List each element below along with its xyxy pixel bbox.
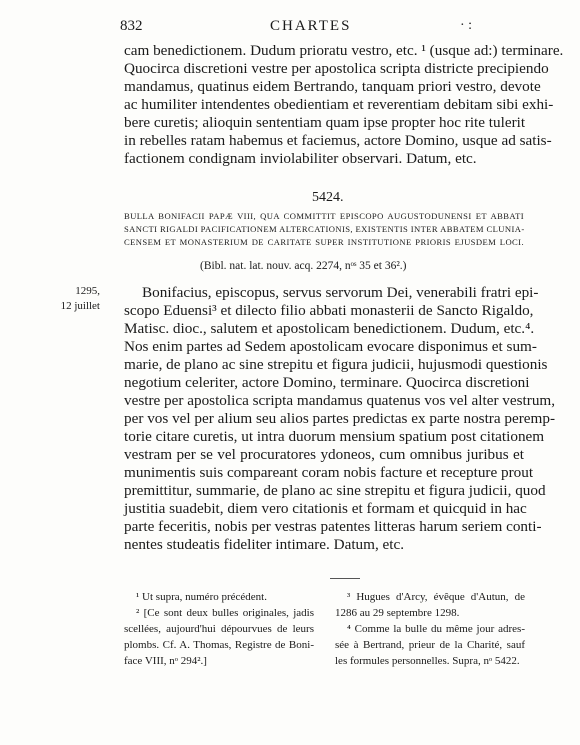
text-line: factionem condignam inviolabiliter observari. Datum, etc. (124, 150, 477, 167)
text-line: marie, de plano ac sine strepitu et figura judicii, hujusmodi questionis (124, 356, 548, 373)
footnote-rule (330, 578, 360, 579)
text-line: negotium celeriter, actore Domino, terminare. Quocirca discretioni (124, 374, 530, 391)
text-line: nentes studeatis fideliter intimare. Datum, etc. (124, 536, 405, 553)
footnote-line: sée à Bertrand, prieur de la Charité, sauf (335, 639, 525, 651)
text-line: munimentis suis compareant coram nobis facture et recepture prout (124, 464, 534, 481)
summary-line: BULLA BONIFACII PAPÆ VIII, QUA COMMITTIT EPISCOPO AUGUSTODUNENSI ET ABBATI (124, 211, 524, 221)
text-line: vestre per apostolica scripta mandamus quatenus vos vel alter vestrum, (124, 392, 556, 409)
text-line: ac humiliter intendentes obedientiam et reverentiam debitam sibi exhi- (124, 96, 554, 113)
text-line: bere curetis; alioquin sententiam quam ipse propter hoc rite tulerit (124, 114, 526, 131)
footnote-line: ¹ Ut supra, numéro précédent. (136, 591, 267, 603)
margin-year: 1295, (75, 285, 100, 297)
text-line: Nos enim partes ad Sedem apostolicam evocare disponimus et sum- (124, 338, 537, 355)
header-ornament: · : (460, 18, 473, 33)
text-line: cam benedictionem. Dudum prioratu vestro, etc. ¹ (usque ad:) terminare. (124, 42, 564, 59)
document-number: 5424. (312, 190, 344, 205)
text-line: parte feceritis, nobis per vestras patentes litteras harum seriem conti- (124, 518, 542, 535)
text-line: Quocirca discretioni vestre per apostolica scripta districte precipiendo (124, 60, 549, 77)
page-number: 832 (120, 18, 143, 34)
text-line: mandamus, quatinus eidem Bertrando, tanquam priori vestro, devote (124, 78, 541, 95)
summary-line: SANCTI RIGALDI PACIFICATIONEM ALTERCATIONIS, EXISTENTIS INTER ABBATEM CLUNIA- (124, 224, 525, 234)
footnote-line: ³ Hugues d'Arcy, évêque d'Autun, de (347, 591, 525, 603)
text-line: premittitur, summarie, de plano ac sine strepitu et figura judicii, quod (124, 482, 546, 499)
footnote-line: ² [Ce sont deux bulles originales, jadis (136, 607, 314, 619)
text-line: Bonifacius, episcopus, servus servorum Dei, venerabili fratri epi- (142, 284, 539, 301)
text-line: vestram per se vel procuratores ydoneos, cum omnibus juribus et (124, 446, 524, 463)
margin-day: 12 juillet (60, 300, 100, 312)
footnote-line: plombs. Cf. A. Thomas, Registre de Boni- (124, 639, 314, 651)
text-line: in rebelles ratam habemus et faciemus, actore Domino, usque ad satis- (124, 132, 552, 149)
text-line: Matisc. dioc., salutem et apostolicam benedictionem. Dudum, etc.⁴. (124, 320, 535, 337)
text-line: justitia suadebit, diem vero citationis et formam et quicquid in hac (124, 500, 527, 517)
footnote-line: face VIII, nᵒ 294².] (124, 655, 207, 667)
text-line: scopo Eduensi³ et dilecto filio abbati monasterii de Sancto Rigaldo, (124, 302, 534, 319)
footnote-line: 1286 au 29 septembre 1298. (335, 607, 460, 619)
text-line: torie citare curetis, ut intra duorum mensium spatium post citationem (124, 428, 545, 445)
footnote-line: scellées, aujourd'hui dépourvues de leurs (124, 623, 314, 635)
summary-line: CENSEM ET MONASTERIUM DE CARITATE SUPER INSTITUTIONE PRIORIS EJUSDEM LOCI. (124, 237, 524, 247)
text-line: per vos vel per alium seu alios partes predictas ex parte nostra peremp- (124, 410, 555, 427)
running-title: CHARTES (270, 18, 352, 34)
source-reference: (Bibl. nat. lat. nouv. acq. 2274, nᵒˢ 35 et 36².) (200, 260, 407, 272)
footnote-line: les formules personnelles. Supra, nᵒ 5422. (335, 655, 520, 667)
footnote-line: ⁴ Comme la bulle du même jour adres- (347, 623, 525, 635)
